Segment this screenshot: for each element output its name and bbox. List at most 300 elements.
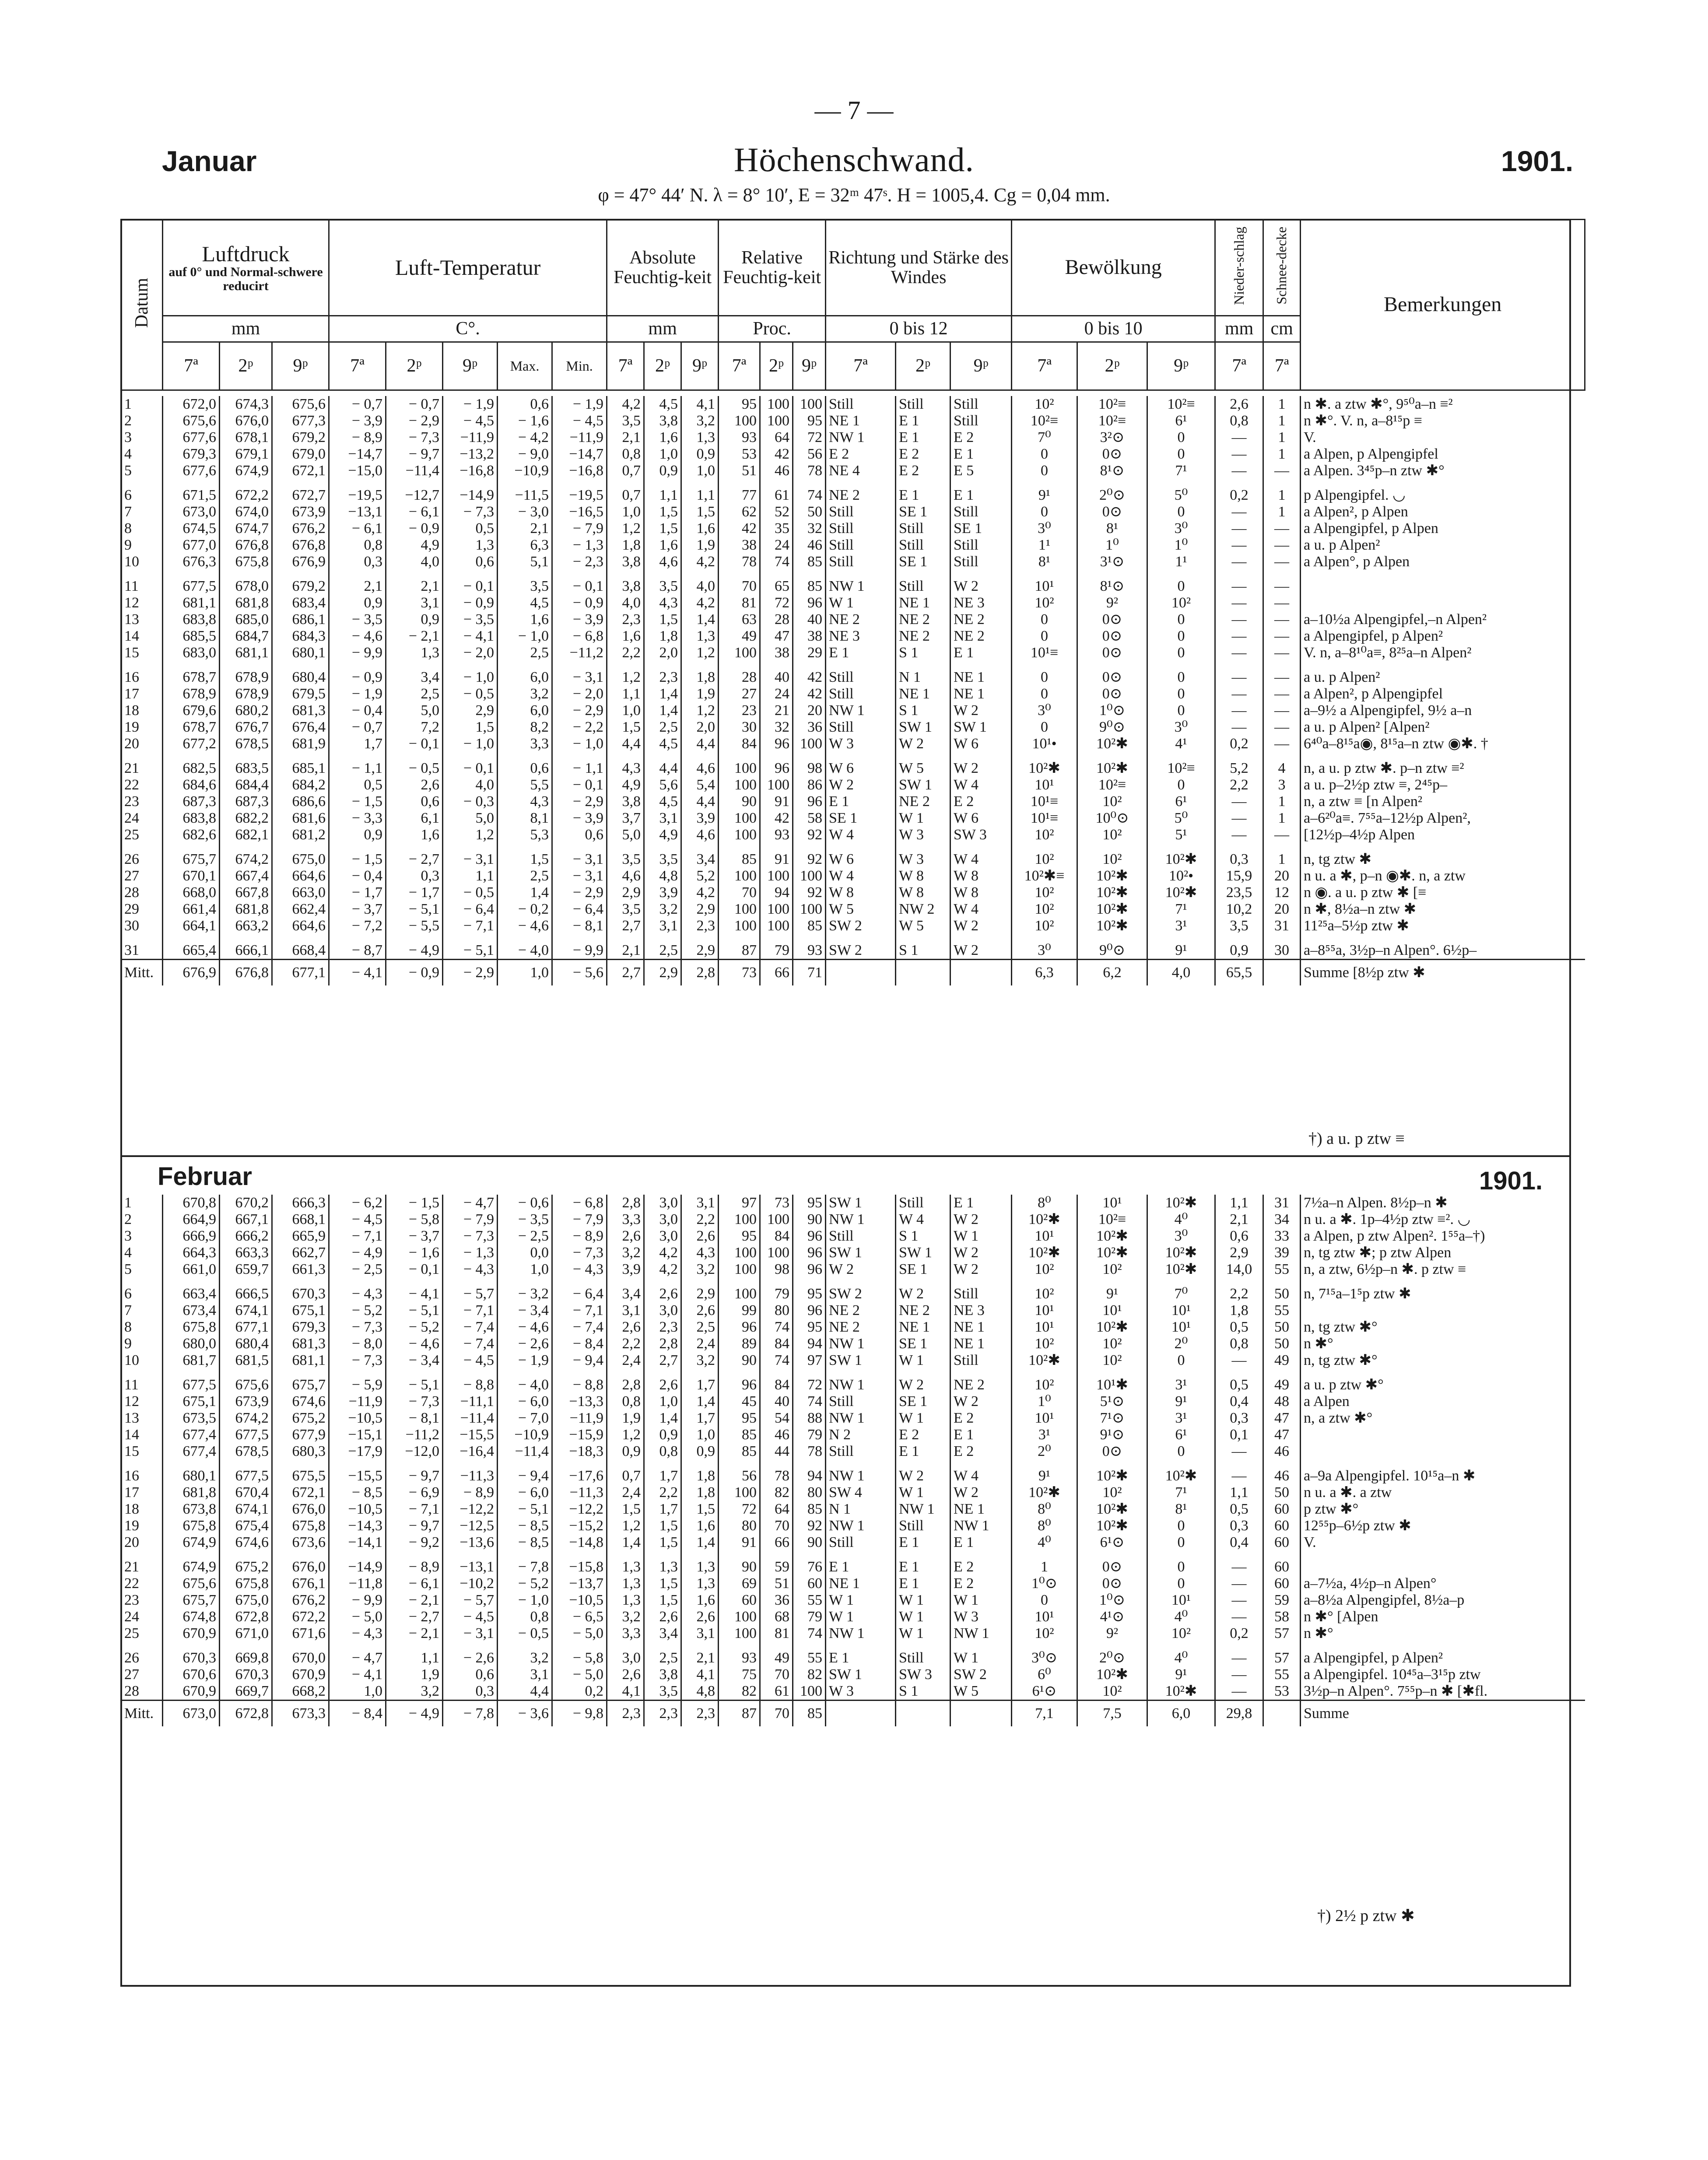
cell-nieder: — [1215, 686, 1263, 702]
cell-schnee: 46 [1263, 1468, 1301, 1484]
table-row [121, 736, 1585, 752]
cell-a2: 5,6 [644, 777, 681, 793]
cell-nieder: 10,2 [1215, 901, 1263, 918]
cell-c7: 0 [1012, 628, 1077, 645]
cell-t7: 0,8 [329, 537, 386, 554]
cell-bemerkung [1301, 1302, 1585, 1319]
cell-schnee: — [1263, 736, 1301, 752]
cell-r7: 97 [719, 1195, 760, 1211]
cell-w7: Still [826, 1534, 896, 1551]
cell-p9: 676,0 [272, 1559, 329, 1575]
cell-c2: 10²✱ [1077, 1228, 1147, 1245]
cell-r9: 92 [793, 851, 826, 868]
header-temp-unit: C°. [329, 316, 607, 342]
cell-c9: 3¹ [1147, 1377, 1215, 1393]
cell-p7: 665,4 [163, 942, 220, 960]
table-row [121, 645, 1585, 661]
cell-c7: 10²✱ [1012, 1352, 1077, 1369]
cell-bemerkung: 11²⁵a–5½p ztw ✱ [1301, 918, 1585, 934]
cell-c7: 10¹ [1012, 777, 1077, 793]
cell-a2: 3,2 [644, 901, 681, 918]
cell-t9: 5,0 [443, 810, 498, 827]
cell-r9: 92 [793, 1518, 826, 1534]
cell-c7: 10² [1012, 827, 1077, 843]
cell-r9: 96 [793, 1261, 826, 1278]
cell-nieder: 0,3 [1215, 1518, 1263, 1534]
cell-tmin: − 1,0 [552, 736, 607, 752]
cell-a7: 2,6 [607, 1319, 644, 1336]
table-row [121, 595, 1585, 611]
cell-schnee: 50 [1263, 1336, 1301, 1352]
cell-t7: − 4,7 [329, 1650, 386, 1666]
cell-tmin: − 7,1 [552, 1302, 607, 1319]
cell-w2: NE 1 [896, 686, 950, 702]
cell-t7: − 1,1 [329, 760, 386, 777]
cell-w7: Still [826, 1228, 896, 1245]
cell-w2: W 1 [896, 1625, 950, 1642]
table-row [121, 1427, 1585, 1443]
cell-t7: − 4,6 [329, 628, 386, 645]
cell-w7: W 4 [826, 868, 896, 884]
cell-r9: 96 [793, 793, 826, 810]
cell-tmax: − 4,0 [498, 1377, 552, 1393]
cell-a9: 1,2 [681, 645, 719, 661]
cell-c9: 7¹ [1147, 1484, 1215, 1501]
cell-r7: 30 [719, 719, 760, 736]
cell-w2: SE 1 [896, 1393, 950, 1410]
cell-r7: 100 [719, 1609, 760, 1625]
cell-c9: 9¹ [1147, 1393, 1215, 1410]
cell-p9: 677,9 [272, 1427, 329, 1443]
cell-r2: 52 [760, 504, 793, 520]
header-nieder-unit: mm [1215, 316, 1263, 342]
cell-p2: 659,7 [220, 1261, 272, 1278]
cell-w2: E 2 [896, 463, 950, 479]
cell-t7: − 7,3 [329, 1319, 386, 1336]
cell-w9: NE 2 [950, 1377, 1012, 1393]
cell-tmax: 6,0 [498, 702, 552, 719]
cell-a2: 3,8 [644, 1666, 681, 1683]
cell-r7: 96 [719, 1319, 760, 1336]
table-row [121, 868, 1585, 884]
cell-r7: 45 [719, 1393, 760, 1410]
cell-p2: 674,9 [220, 463, 272, 479]
cell-t9: − 1,9 [443, 396, 498, 413]
cell-a9: 0,9 [681, 1443, 719, 1460]
cell-datum: 15 [121, 645, 163, 661]
cell-w2: E 1 [896, 429, 950, 446]
cell-c9: 3⁰ [1147, 1228, 1215, 1245]
cell-t9: −14,9 [443, 487, 498, 504]
cell-a2: 1,4 [644, 686, 681, 702]
cell-a7: 4,1 [607, 1683, 644, 1701]
cell-p2: 672,8 [220, 1609, 272, 1625]
cell-t7: − 7,3 [329, 1352, 386, 1369]
cell-p7: 670,1 [163, 868, 220, 884]
cell-a7: 1,3 [607, 1592, 644, 1609]
mittel-t9: − 2,9 [443, 960, 498, 986]
cell-c2: 10²✱ [1077, 1518, 1147, 1534]
cell-p9: 672,1 [272, 1484, 329, 1501]
cell-bemerkung: n ✱° [1301, 1336, 1585, 1352]
cell-a9: 1,2 [681, 702, 719, 719]
cell-p9: 679,5 [272, 686, 329, 702]
cell-schnee: — [1263, 702, 1301, 719]
cell-w9: W 1 [950, 1592, 1012, 1609]
cell-p9: 679,2 [272, 429, 329, 446]
cell-a7: 4,9 [607, 777, 644, 793]
cell-a7: 2,4 [607, 1352, 644, 1369]
cell-a9: 1,9 [681, 537, 719, 554]
cell-nieder: 0,4 [1215, 1534, 1263, 1551]
cell-nieder: — [1215, 1609, 1263, 1625]
mittel-a9: 2,8 [681, 960, 719, 986]
cell-w7: W 1 [826, 1609, 896, 1625]
cell-a7: 3,0 [607, 1650, 644, 1666]
cell-bemerkung: V. n, a–8¹⁰a≡, 8²⁵a–n Alpen² [1301, 645, 1585, 661]
cell-a2: 0,9 [644, 463, 681, 479]
cell-p9: 675,0 [272, 851, 329, 868]
table-row [121, 1211, 1585, 1228]
cell-c7: 0 [1012, 686, 1077, 702]
hdr-t7: 7ª [329, 342, 386, 390]
cell-t2: − 5,8 [386, 1211, 443, 1228]
cell-a7: 2,2 [607, 1336, 644, 1352]
cell-r9: 92 [793, 827, 826, 843]
mittel-c9: 4,0 [1147, 960, 1215, 986]
cell-schnee: 50 [1263, 1319, 1301, 1336]
cell-w2: W 1 [896, 810, 950, 827]
cell-p7: 677,6 [163, 463, 220, 479]
cell-p7: 663,4 [163, 1286, 220, 1302]
cell-p7: 671,5 [163, 487, 220, 504]
cell-p9: 677,3 [272, 413, 329, 429]
cell-w2: NE 2 [896, 1302, 950, 1319]
header-rel-unit: Proc. [719, 316, 826, 342]
cell-a2: 3,9 [644, 884, 681, 901]
cell-a7: 1,5 [607, 719, 644, 736]
cell-datum: 9 [121, 537, 163, 554]
cell-datum: 31 [121, 942, 163, 960]
table-row [121, 537, 1585, 554]
cell-c9: 2⁰ [1147, 1336, 1215, 1352]
cell-a2: 3,5 [644, 1683, 681, 1701]
cell-r2: 32 [760, 719, 793, 736]
cell-t2: 3,2 [386, 1683, 443, 1701]
cell-c2: 0⊙ [1077, 669, 1147, 686]
cell-c9: 0 [1147, 578, 1215, 595]
table-row [121, 1609, 1585, 1625]
cell-tmax: − 4,2 [498, 429, 552, 446]
table-row [121, 520, 1585, 537]
cell-nieder: — [1215, 537, 1263, 554]
cell-tmin: −11,3 [552, 1484, 607, 1501]
cell-nieder: 14,0 [1215, 1261, 1263, 1278]
cell-c7: 1⁰⊙ [1012, 1575, 1077, 1592]
cell-bemerkung: [12½p–4½p Alpen [1301, 827, 1585, 843]
cell-p2: 678,9 [220, 669, 272, 686]
cell-w2: W 8 [896, 868, 950, 884]
hdr-a2: 2ᵖ [644, 342, 681, 390]
cell-tmin: −18,3 [552, 1443, 607, 1460]
cell-datum: 20 [121, 736, 163, 752]
cell-c9: 1¹ [1147, 554, 1215, 570]
cell-w9: W 1 [950, 1650, 1012, 1666]
cell-t2: 1,1 [386, 1650, 443, 1666]
cell-bemerkung: n ◉. a u. p ztw ✱ [≡ [1301, 884, 1585, 901]
cell-w9: E 2 [950, 1443, 1012, 1460]
cell-t9: − 8,8 [443, 1377, 498, 1393]
cell-nieder: 0,6 [1215, 1228, 1263, 1245]
cell-t9: 1,1 [443, 868, 498, 884]
mittel-row [121, 960, 1585, 986]
cell-c9: 9¹ [1147, 942, 1215, 960]
cell-t7: 0,9 [329, 827, 386, 843]
cell-bemerkung: a u. p Alpen² [Alpen² [1301, 719, 1585, 736]
cell-bemerkung: a Alpen, p Alpengipfel [1301, 446, 1585, 463]
cell-w9: W 2 [950, 1393, 1012, 1410]
cell-tmin: −19,5 [552, 487, 607, 504]
mittel-p2: 672,8 [220, 1701, 272, 1727]
cell-schnee: — [1263, 628, 1301, 645]
cell-datum: 6 [121, 487, 163, 504]
cell-t7: − 1,5 [329, 793, 386, 810]
cell-w2: E 1 [896, 1575, 950, 1592]
cell-a9: 4,6 [681, 827, 719, 843]
cell-a2: 3,8 [644, 413, 681, 429]
cell-c7: 10² [1012, 1261, 1077, 1278]
cell-a9: 1,4 [681, 1534, 719, 1551]
cell-a9: 3,9 [681, 810, 719, 827]
cell-datum: 25 [121, 827, 163, 843]
cell-p9: 676,0 [272, 1501, 329, 1518]
cell-w9: Still [950, 1352, 1012, 1369]
mittel-tmax: − 3,6 [498, 1701, 552, 1727]
cell-p7: 677,6 [163, 429, 220, 446]
table-row [121, 1352, 1585, 1369]
cell-r2: 100 [760, 1245, 793, 1261]
cell-r7: 70 [719, 578, 760, 595]
cell-t2: 0,3 [386, 868, 443, 884]
cell-p9: 665,9 [272, 1228, 329, 1245]
cell-r2: 96 [760, 736, 793, 752]
cell-datum: 19 [121, 719, 163, 736]
cell-a9: 1,4 [681, 611, 719, 628]
cell-a2: 1,0 [644, 446, 681, 463]
cell-c7: 10²✱ [1012, 1484, 1077, 1501]
cell-w9: W 4 [950, 777, 1012, 793]
cell-r9: 86 [793, 777, 826, 793]
cell-datum: 23 [121, 793, 163, 810]
cell-w9: W 2 [950, 1211, 1012, 1228]
cell-schnee: 1 [1263, 446, 1301, 463]
cell-c7: 10²✱ [1012, 1211, 1077, 1228]
cell-bemerkung: 6⁴⁰a–8¹⁵a◉, 8¹⁵a–n ztw ◉✱. † [1301, 736, 1585, 752]
cell-a7: 3,8 [607, 793, 644, 810]
cell-t2: − 6,1 [386, 504, 443, 520]
cell-p2: 679,1 [220, 446, 272, 463]
cell-a9: 2,6 [681, 1228, 719, 1245]
cell-datum: 4 [121, 446, 163, 463]
cell-w7: W 6 [826, 851, 896, 868]
cell-w7: Still [826, 520, 896, 537]
cell-r7: 75 [719, 1666, 760, 1683]
cell-w9: E 1 [950, 446, 1012, 463]
mittel-nieder: 65,5 [1215, 960, 1263, 986]
cell-p7: 683,8 [163, 810, 220, 827]
cell-r7: 60 [719, 1592, 760, 1609]
header-wind: Richtung und Stärke des Windes [826, 220, 1012, 316]
cell-tmax: − 6,0 [498, 1393, 552, 1410]
cell-r2: 66 [760, 1534, 793, 1551]
cell-t7: − 1,7 [329, 884, 386, 901]
cell-c2: 7¹⊙ [1077, 1410, 1147, 1427]
cell-tmin: − 8,4 [552, 1336, 607, 1352]
cell-c9: 3¹ [1147, 1410, 1215, 1427]
cell-t9: −13,2 [443, 446, 498, 463]
cell-a2: 1,4 [644, 1410, 681, 1427]
cell-p9: 676,1 [272, 1575, 329, 1592]
cell-a7: 3,8 [607, 554, 644, 570]
cell-p2: 675,8 [220, 554, 272, 570]
cell-bemerkung: a u. p Alpen² [1301, 669, 1585, 686]
cell-tmax: − 2,5 [498, 1228, 552, 1245]
cell-c2: 8¹ [1077, 520, 1147, 537]
cell-p9: 686,6 [272, 793, 329, 810]
cell-schnee: 59 [1263, 1592, 1301, 1609]
cell-r2: 79 [760, 1286, 793, 1302]
cell-schnee: 34 [1263, 1211, 1301, 1228]
cell-schnee: 50 [1263, 1286, 1301, 1302]
cell-t7: − 3,3 [329, 810, 386, 827]
cell-c9: 0 [1147, 1559, 1215, 1575]
cell-c9: 0 [1147, 504, 1215, 520]
cell-c2: 10²≡ [1077, 777, 1147, 793]
cell-t9: − 3,1 [443, 1625, 498, 1642]
cell-w7: SE 1 [826, 810, 896, 827]
cell-tmin: − 2,3 [552, 554, 607, 570]
cell-w2: SE 1 [896, 504, 950, 520]
cell-p2: 678,9 [220, 686, 272, 702]
mittel-r9: 71 [793, 960, 826, 986]
cell-r9: 100 [793, 901, 826, 918]
cell-bemerkung: n, 7¹⁵a–1⁵p ztw ✱ [1301, 1286, 1585, 1302]
cell-tmin: − 2,2 [552, 719, 607, 736]
cell-p7: 685,5 [163, 628, 220, 645]
table-row [121, 1501, 1585, 1518]
cell-t2: − 9,2 [386, 1534, 443, 1551]
cell-r2: 49 [760, 1650, 793, 1666]
cell-schnee: — [1263, 595, 1301, 611]
cell-c2: 2⁰⊙ [1077, 487, 1147, 504]
cell-r7: 51 [719, 463, 760, 479]
header-bewoelkung: Bewölkung [1012, 220, 1215, 316]
cell-p2: 663,3 [220, 1245, 272, 1261]
cell-schnee: 55 [1263, 1666, 1301, 1683]
cell-nieder: — [1215, 595, 1263, 611]
cell-c9: 0 [1147, 645, 1215, 661]
cell-c9: 0 [1147, 611, 1215, 628]
cell-t2: 7,2 [386, 719, 443, 736]
cell-r9: 29 [793, 645, 826, 661]
hdr-c9: 9ᵖ [1147, 342, 1215, 390]
cell-tmin: 0,2 [552, 1683, 607, 1701]
cell-p7: 673,0 [163, 504, 220, 520]
cell-c2: 10²✱ [1077, 1319, 1147, 1336]
table-row [121, 884, 1585, 901]
cell-r7: 85 [719, 851, 760, 868]
hdr-r2: 2ᵖ [760, 342, 793, 390]
header-abs-unit: mm [607, 316, 719, 342]
cell-a9: 2,6 [681, 1609, 719, 1625]
cell-w7: NE 2 [826, 487, 896, 504]
cell-w7: E 1 [826, 645, 896, 661]
cell-t2: − 8,1 [386, 1410, 443, 1427]
cell-r9: 98 [793, 760, 826, 777]
cell-c9: 10²✱ [1147, 1683, 1215, 1701]
cell-bemerkung: a Alpen [1301, 1393, 1585, 1410]
cell-nieder: 0,5 [1215, 1377, 1263, 1393]
cell-datum: 20 [121, 1534, 163, 1551]
cell-c2: 0⊙ [1077, 611, 1147, 628]
cell-t7: 1,7 [329, 736, 386, 752]
cell-c2: 1⁰ [1077, 537, 1147, 554]
cell-bemerkung [1301, 1427, 1585, 1443]
cell-nieder: — [1215, 645, 1263, 661]
table-row [121, 1683, 1585, 1701]
cell-a7: 0,8 [607, 446, 644, 463]
cell-c7: 10²✱ [1012, 1245, 1077, 1261]
cell-w9: E 2 [950, 1410, 1012, 1427]
cell-w2: S 1 [896, 645, 950, 661]
cell-datum: 15 [121, 1443, 163, 1460]
mittel-a7: 2,3 [607, 1701, 644, 1727]
cell-t7: − 5,0 [329, 1609, 386, 1625]
cell-a2: 1,8 [644, 628, 681, 645]
cell-c7: 8⁰ [1012, 1518, 1077, 1534]
cell-t7: −15,1 [329, 1427, 386, 1443]
hdr-c2: 2ᵖ [1077, 342, 1147, 390]
cell-w9: W 2 [950, 578, 1012, 595]
cell-a2: 3,1 [644, 810, 681, 827]
hdr-w7: 7ª [826, 342, 896, 390]
cell-bemerkung: n u. a ✱, p–n ◉✱. n, a ztw [1301, 868, 1585, 884]
cell-p9: 675,6 [272, 396, 329, 413]
februar-table [120, 1195, 1585, 1726]
cell-w7: N 1 [826, 1501, 896, 1518]
cell-p2: 669,8 [220, 1650, 272, 1666]
cell-r2: 61 [760, 1683, 793, 1701]
cell-schnee: 1 [1263, 429, 1301, 446]
cell-r2: 81 [760, 1625, 793, 1642]
cell-c9: 10²≡ [1147, 396, 1215, 413]
cell-c7: 8⁰ [1012, 1195, 1077, 1211]
cell-a2: 4,3 [644, 595, 681, 611]
cell-p2: 682,1 [220, 827, 272, 843]
cell-schnee: 33 [1263, 1228, 1301, 1245]
cell-tmax: − 0,6 [498, 1195, 552, 1211]
cell-a2: 2,6 [644, 1377, 681, 1393]
cell-tmin: − 2,9 [552, 793, 607, 810]
cell-a9: 2,1 [681, 1650, 719, 1666]
cell-w7: Still [826, 1443, 896, 1460]
cell-nieder: 15,9 [1215, 868, 1263, 884]
cell-w9: Still [950, 413, 1012, 429]
table-row [121, 446, 1585, 463]
cell-bemerkung: a Alpengipfel. 10⁴⁵a–3¹⁵p ztw [1301, 1666, 1585, 1683]
table-row [121, 1410, 1585, 1427]
cell-p7: 664,9 [163, 1211, 220, 1228]
